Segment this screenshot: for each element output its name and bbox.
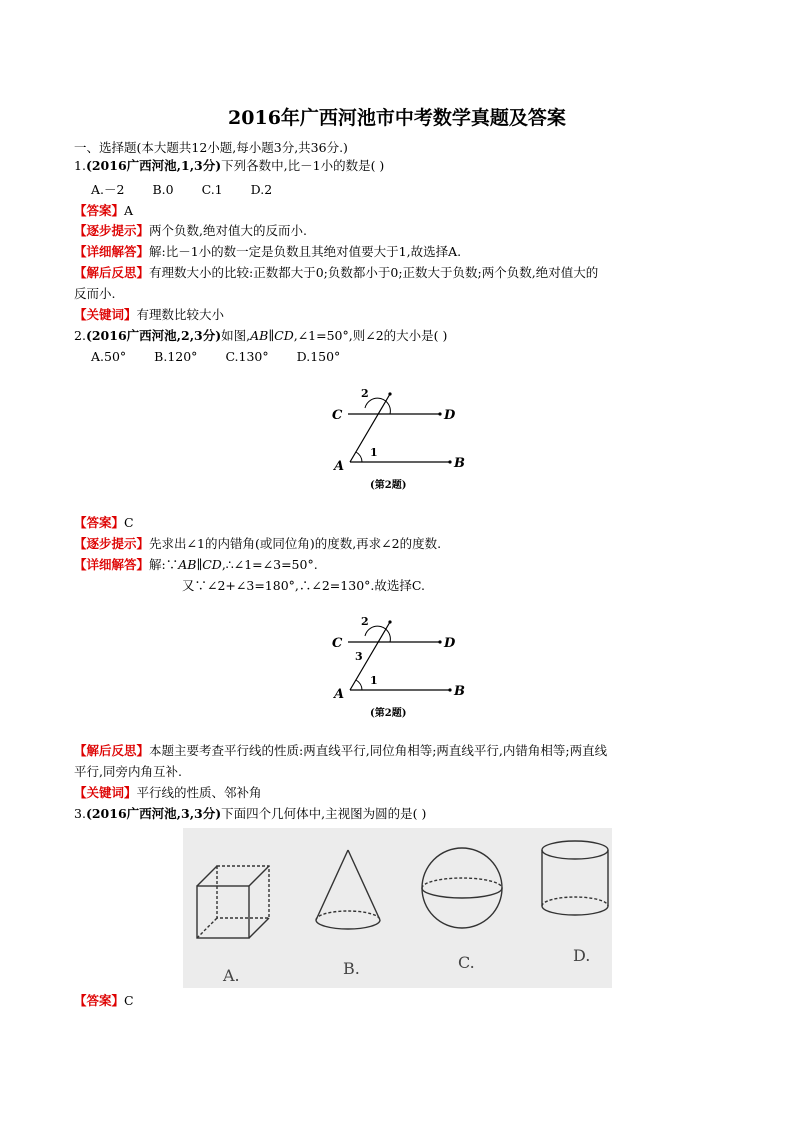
point-b bbox=[448, 688, 451, 691]
q2-text-post: ,∠1=50°,则∠2的大小是( ) bbox=[293, 328, 448, 343]
q1-option-c: C.1 bbox=[201, 182, 223, 197]
q2-detail bbox=[74, 556, 318, 574]
q2-detail-cont: 又∵∠2+∠3=180°,∴∠2=130°.故选择C. bbox=[182, 578, 425, 593]
q1-answer-value: A bbox=[124, 203, 134, 218]
keyword-label: 【关键词】 bbox=[74, 307, 137, 322]
q2-answer bbox=[74, 514, 134, 532]
q1-option-a: A.－2 bbox=[91, 182, 125, 197]
answer-label: 【答案】 bbox=[74, 515, 125, 530]
solids-drawing bbox=[183, 828, 612, 988]
label-a: A bbox=[334, 459, 345, 474]
q2-options bbox=[91, 348, 368, 366]
parallel-lines-diagram-solution bbox=[320, 608, 480, 723]
q1-option-b: B.0 bbox=[152, 182, 174, 197]
point-d bbox=[438, 640, 441, 643]
q1-reflect-text-1: 有理数大小的比较:正数都大于0;负数都小于0;正数大于负数;两个负数,绝对值大的 bbox=[149, 265, 599, 280]
point-end bbox=[388, 392, 391, 395]
photo-label-d: D. bbox=[573, 946, 591, 965]
q3-number: 3. bbox=[74, 806, 86, 821]
q2-hint-text: 先求出∠1的内错角(或同位角)的度数,再求∠2的度数. bbox=[149, 536, 442, 551]
q2-text-ab: AB∥CD bbox=[250, 328, 294, 343]
q1-reflect bbox=[74, 264, 598, 282]
detail-label: 【详细解答】 bbox=[74, 244, 150, 259]
q2-detail-ab: AB∥CD bbox=[178, 557, 222, 572]
q2-source: (2016广西河池,2,3分) bbox=[85, 328, 222, 343]
photo-label-b: B. bbox=[343, 959, 360, 978]
hint-label: 【逐步提示】 bbox=[74, 536, 150, 551]
hint-label: 【逐步提示】 bbox=[74, 223, 150, 238]
photo-label-a: A. bbox=[223, 966, 240, 985]
point-d bbox=[438, 412, 441, 415]
figure-caption: (第2题) bbox=[370, 480, 407, 491]
q1-reflect-cont: 反而小. bbox=[74, 286, 116, 301]
photo-label-c: C. bbox=[458, 953, 475, 972]
detail-label: 【详细解答】 bbox=[74, 557, 150, 572]
q2-number: 2. bbox=[74, 328, 86, 343]
angle-1-arc bbox=[356, 452, 362, 462]
label-c: C bbox=[332, 408, 343, 423]
label-b: B bbox=[454, 456, 465, 471]
q2-option-a: A.50° bbox=[91, 349, 127, 364]
q2-figure bbox=[320, 380, 480, 495]
q2-figure-solution bbox=[320, 608, 480, 723]
answer-label: 【答案】 bbox=[74, 203, 125, 218]
q3-solids-photo bbox=[183, 828, 612, 988]
page-title: 2016年广西河池市中考数学真题及答案 bbox=[228, 107, 566, 129]
q2-reflect-cont: 平行,同旁内角互补. bbox=[74, 764, 182, 779]
q3-stem bbox=[74, 805, 426, 823]
q2-text-pre: 如图, bbox=[221, 328, 251, 343]
parallel-lines-diagram bbox=[320, 380, 480, 495]
q1-detail-text: 解:比－1小的数一定是负数且其绝对值要大于1,故选择A. bbox=[149, 244, 462, 259]
reflect-label: 【解后反思】 bbox=[74, 743, 150, 758]
q1-hint-text: 两个负数,绝对值大的反而小. bbox=[149, 223, 307, 238]
q2-reflect-text-1: 本题主要考查平行线的性质:两直线平行,同位角相等;两直线平行,内错角相等;两直线 bbox=[149, 743, 608, 758]
q3-source: (2016广西河池,3,3分) bbox=[85, 806, 222, 821]
q1-options bbox=[91, 181, 300, 199]
q2-keyword-text: 平行线的性质、邻补角 bbox=[136, 785, 262, 800]
label-d: D bbox=[444, 408, 456, 423]
point-end bbox=[388, 620, 391, 623]
q1-number: 1. bbox=[74, 158, 86, 173]
q3-text: 下面四个几何体中,主视图为圆的是( ) bbox=[221, 806, 427, 821]
q1-stem bbox=[74, 157, 384, 175]
q2-hint bbox=[74, 535, 441, 553]
point-b bbox=[448, 460, 451, 463]
q3-answer-value: C bbox=[124, 993, 134, 1008]
q1-detail bbox=[74, 243, 461, 261]
q2-detail-pre: 解:∵ bbox=[149, 557, 179, 572]
label-2: 2 bbox=[361, 387, 369, 400]
q2-reflect bbox=[74, 742, 607, 760]
q1-hint bbox=[74, 222, 307, 240]
q1-option-d: D.2 bbox=[250, 182, 273, 197]
label-1: 1 bbox=[370, 674, 378, 687]
q1-source: (2016广西河池,1,3分) bbox=[85, 158, 222, 173]
q1-keyword-text: 有理数比较大小 bbox=[136, 307, 225, 322]
q1-text: 下列各数中,比－1小的数是( ) bbox=[221, 158, 385, 173]
q2-detail-post: ,∴∠1=∠3=50°. bbox=[221, 557, 318, 572]
label-c: C bbox=[332, 636, 343, 651]
label-d: D bbox=[444, 636, 456, 651]
figure-caption: (第2题) bbox=[370, 708, 407, 719]
q2-stem bbox=[74, 327, 447, 345]
q2-option-c: C.130° bbox=[225, 349, 269, 364]
angle-1-arc bbox=[356, 680, 362, 690]
label-1: 1 bbox=[370, 446, 378, 459]
q3-answer bbox=[74, 992, 134, 1010]
q2-option-d: D.150° bbox=[296, 349, 341, 364]
q2-answer-value: C bbox=[124, 515, 134, 530]
label-a: A bbox=[334, 687, 345, 702]
answer-label: 【答案】 bbox=[74, 993, 125, 1008]
q2-option-b: B.120° bbox=[154, 349, 198, 364]
section-heading: 一、选择题(本大题共12小题,每小题3分,共36分.) bbox=[74, 140, 348, 155]
q1-keyword bbox=[74, 306, 224, 324]
q1-answer bbox=[74, 202, 133, 220]
label-b: B bbox=[454, 684, 465, 699]
keyword-label: 【关键词】 bbox=[74, 785, 137, 800]
reflect-label: 【解后反思】 bbox=[74, 265, 150, 280]
q2-keyword bbox=[74, 784, 262, 802]
label-3: 3 bbox=[355, 650, 363, 663]
label-2: 2 bbox=[361, 615, 369, 628]
